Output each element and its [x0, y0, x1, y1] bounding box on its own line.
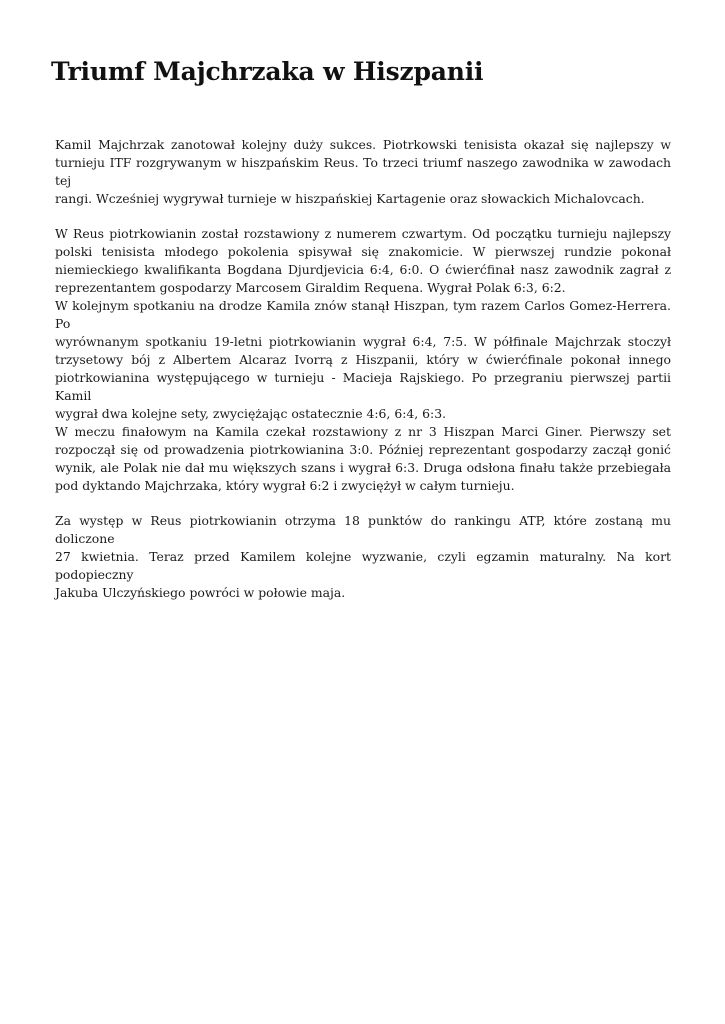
paragraph-line: W Reus piotrkowianin został rozstawiony z numerem czwartym. Od początku turnieju najlepszy [55, 226, 671, 241]
paragraph-3 [55, 512, 671, 602]
paragraph-line: reprezentantem gospodarzy Marcosem Giraldim Requena. Wygrał Polak 6:3, 6:2. [55, 280, 566, 295]
paragraph-line: trzysetowy bój z Albertem Alcaraz Ivorrą z Hiszpanii, który w ćwierćfinale pokonał innego [55, 352, 671, 367]
paragraph-line: Jakuba Ulczyńskiego powróci w połowie maja. [55, 585, 346, 600]
paragraph-line: rozpoczął się od prowadzenia piotrkowianina 3:0. Później reprezentant gospodarzy zaczął gonić [55, 442, 671, 457]
paragraph-line: rangi. Wcześniej wygrywał turnieje w hiszpańskiej Kartagenie oraz słowackich Michalovcach. [55, 191, 645, 206]
paragraph-line: polski tenisista młodego pokolenia spisywał się znakomicie. W pierwszej rundzie pokonał [55, 244, 671, 259]
paragraph-line: Za występ w Reus piotrkowianin otrzyma 18 punktów do rankingu ATP, które zostaną mu doliczone [55, 513, 671, 546]
paragraph-line: turnieju ITF rozgrywanym w hiszpańskim Reus. To trzeci triumf naszego zawodnika w zawodach tej [55, 155, 671, 188]
paragraph-line: wygrał dwa kolejne sety, zwyciężając ostatecznie 4:6, 6:4, 6:3. [55, 406, 447, 421]
paragraph-line: 27 kwietnia. Teraz przed Kamilem kolejne wyzwanie, czyli egzamin maturalny. Na kort podopieczny [55, 549, 671, 582]
paragraph-line: wynik, ale Polak nie dał mu większych szans i wygrał 6:3. Druga odsłona finału także przebiegała [55, 460, 671, 475]
paragraph-2 [55, 225, 671, 495]
paragraph-line: wyrównanym spotkaniu 19-letni piotrkowianin wygrał 6:4, 7:5. W półfinale Majchrzak stoczył [55, 334, 671, 349]
paragraph-line: pod dyktando Majchrzaka, który wygrał 6:2 i zwyciężył w całym turnieju. [55, 478, 515, 493]
paragraph-line: piotrkowianina występującego w turnieju - Macieja Rajskiego. Po przegraniu pierwszej partii Kamil [55, 370, 671, 403]
paragraph-line: W kolejnym spotkaniu na drodze Kamila znów stanął Hiszpan, tym razem Carlos Gomez-Herrera. Po [55, 298, 671, 331]
paragraph-1 [55, 136, 671, 208]
article-body [55, 136, 671, 619]
paragraph-line: Kamil Majchrzak zanotował kolejny duży sukces. Piotrkowski tenisista okazał się najlepszy w [55, 137, 671, 152]
article-title: Triumf Majchrzaka w Hiszpanii [51, 57, 484, 86]
paragraph-line: W meczu finałowym na Kamila czekał rozstawiony z nr 3 Hiszpan Marci Giner. Pierwszy set [55, 424, 671, 439]
paragraph-line: niemieckiego kwalifikanta Bogdana Djurdjevicia 6:4, 6:0. O ćwierćfinał nasz zawodnik zagrał z [55, 262, 671, 277]
